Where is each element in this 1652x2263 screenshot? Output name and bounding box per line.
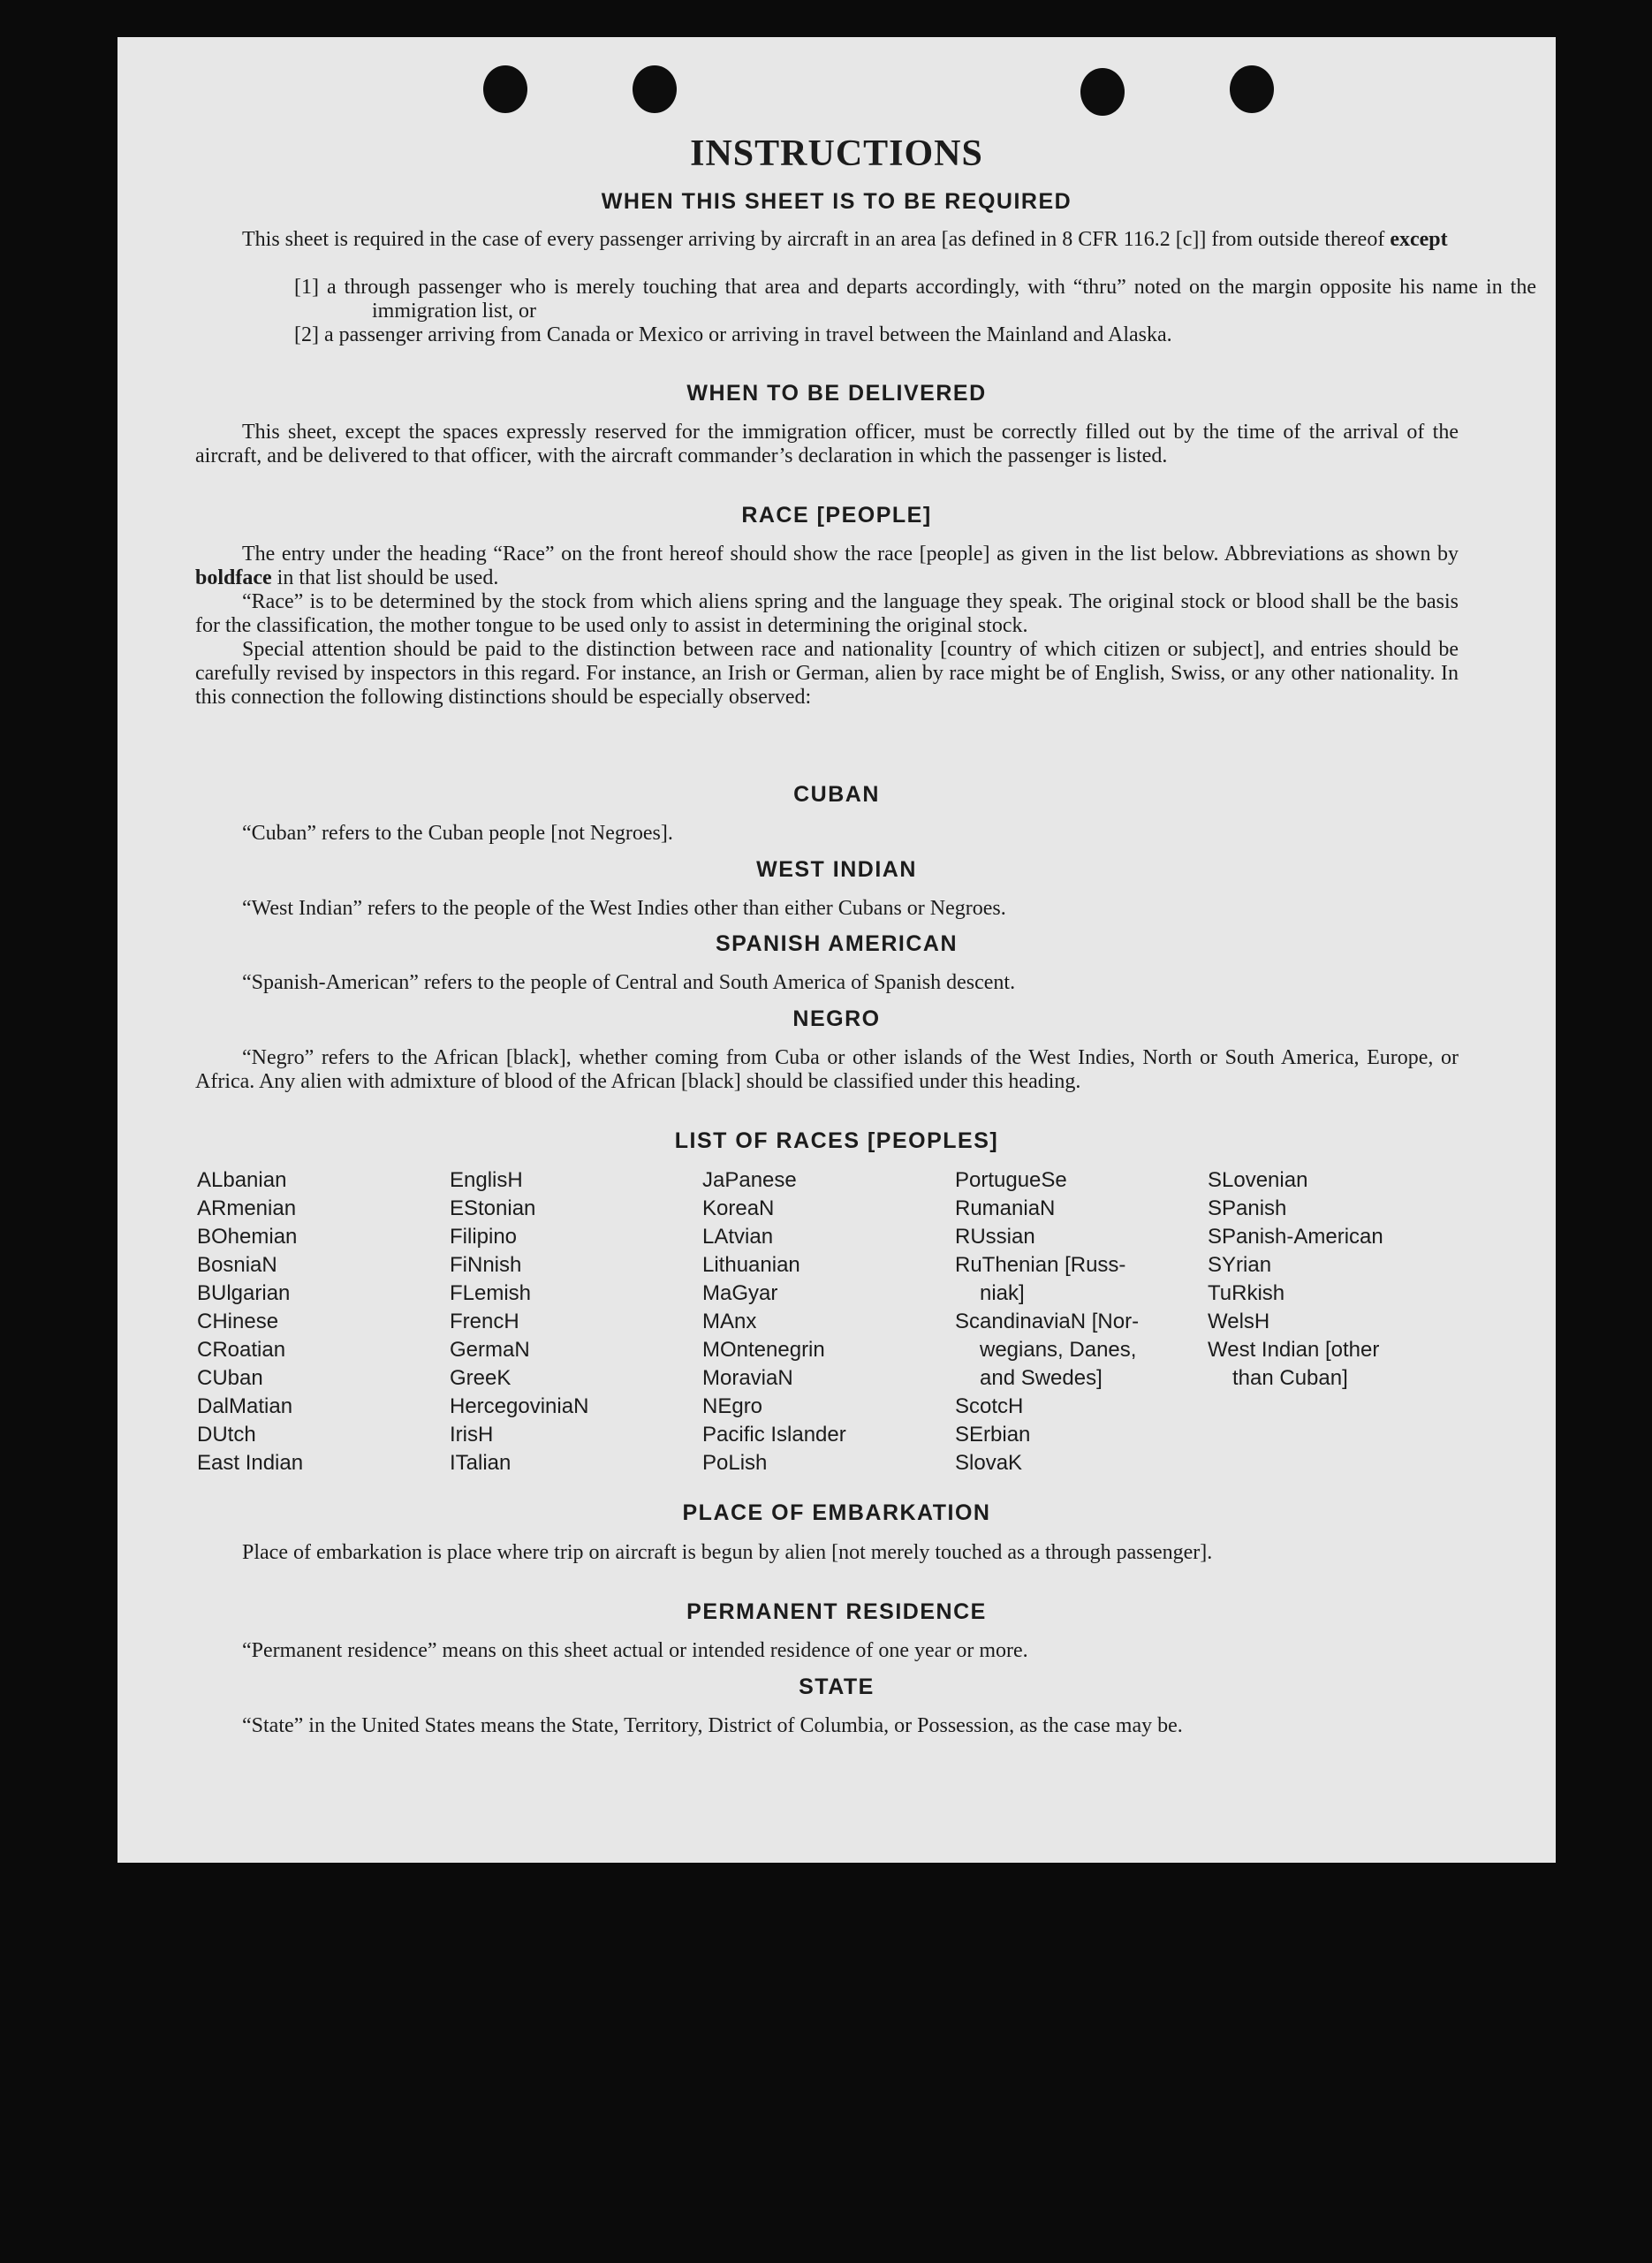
race-p3: Special attention should be paid to the distinction between race and nationality [country of which citizen or subject], and entries should be carefully revised by inspectors in this regard. For instance, an Irish or German, alien by race might be of English, Swiss, or any other nationality. In this connection the following distinctions should be especially observed:	[195, 638, 1459, 709]
races-column-2	[450, 1166, 697, 1477]
race-item: ALbanian	[197, 1168, 287, 1192]
race-item: EnglisH	[450, 1168, 523, 1192]
race-item: CRoatian	[197, 1338, 286, 1362]
cuban-text: “Cuban” refers to the Cuban people [not Negroes].	[242, 822, 673, 845]
race-item: BUlgarian	[197, 1281, 291, 1305]
race-item: JaPanese	[702, 1168, 797, 1192]
race-item: WelsH	[1208, 1310, 1270, 1333]
races-column-4	[955, 1166, 1202, 1477]
race-item: BosniaN	[197, 1253, 277, 1277]
race-item: ScandinaviaN [Nor-	[955, 1310, 1140, 1333]
punch-hole	[1080, 68, 1125, 116]
race-item: DUtch	[197, 1423, 256, 1447]
race-item: ScotcH	[955, 1394, 1024, 1418]
race-item: Filipino	[450, 1225, 518, 1249]
punch-hole	[483, 65, 527, 113]
race-item: GermaN	[450, 1338, 530, 1362]
race-item: FrencH	[450, 1310, 519, 1333]
except-item-2: [2] a passenger arriving from Canada or Mexico or arriving in travel between the Mainland and Alaska.	[294, 323, 1172, 346]
state-text: “State” in the United States means the State, Territory, District of Columbia, or Possession, as the case may be.	[242, 1714, 1183, 1737]
section-heading-spanish-american: SPANISH AMERICAN	[715, 931, 958, 956]
race-item: PoLish	[702, 1451, 768, 1475]
race-item: CUban	[197, 1366, 263, 1390]
race-item: CHinese	[197, 1310, 279, 1333]
negro-text: “Negro” refers to the African [black], whether coming from Cuba or other islands of the West Indies, North or South America, Europe, or Africa. Any alien with admixture of blood of the African [black] should be classified under this heading.	[195, 1046, 1459, 1093]
race-item: MOntenegrin	[702, 1338, 825, 1362]
race-item: RuThenian [Russ-	[955, 1253, 1126, 1277]
race-item: FLemish	[450, 1281, 532, 1305]
race-item: TuRkish	[1208, 1281, 1285, 1305]
embarkation-text: Place of embarkation is place where trip on aircraft is begun by alien [not merely touched as a through passenger].	[242, 1541, 1213, 1564]
race-p2: “Race” is to be determined by the stock from which aliens spring and the language they speak. The original stock or blood shall be the basis for the classification, the mother tongue to be used only to assist in determining the original stock.	[195, 590, 1459, 637]
race-item: Pacific Islander	[702, 1423, 846, 1447]
race-item: PortugueSe	[955, 1168, 1067, 1192]
except-label: except	[1390, 228, 1448, 251]
race-item: FiNnish	[450, 1253, 522, 1277]
race-item: HercegoviniaN	[450, 1394, 589, 1418]
race-item: SPanish-American	[1208, 1225, 1383, 1249]
race-p1-after: in that list should be used.	[277, 566, 499, 589]
race-p1-bold: boldface	[195, 566, 272, 589]
page-title: INSTRUCTIONS	[690, 133, 983, 174]
section-heading-delivered: WHEN TO BE DELIVERED	[686, 381, 987, 406]
section-heading-race: RACE [PEOPLE]	[741, 503, 932, 528]
race-item: SlovaK	[955, 1451, 1023, 1475]
race-item: wegians, Danes,	[980, 1338, 1137, 1362]
race-item: MoraviaN	[702, 1366, 793, 1390]
race-item: SErbian	[955, 1423, 1031, 1447]
race-item: KoreaN	[702, 1196, 775, 1220]
race-item: LAtvian	[702, 1225, 774, 1249]
residence-paragraph	[195, 1639, 1459, 1663]
race-item: than Cuban]	[1232, 1366, 1348, 1390]
delivered-text: This sheet, except the spaces expressly reserved for the immigration officer, must be correctly filled out by the time of the arrival of the aircraft, and be delivered to that officer, with the aircraft commander’s declaration in which the passenger is listed.	[195, 421, 1459, 467]
race-item: ITalian	[450, 1451, 512, 1475]
race-item: ARmenian	[197, 1196, 297, 1220]
spanish-american-paragraph	[195, 971, 1459, 995]
section-heading-cuban: CUBAN	[793, 782, 880, 807]
delivered-paragraph	[195, 421, 1459, 468]
residence-text: “Permanent residence” means on this sheet actual or intended residence of one year or more.	[242, 1639, 1028, 1662]
race-item: East Indian	[197, 1451, 304, 1475]
races-list	[197, 1166, 1522, 1485]
state-paragraph	[195, 1714, 1459, 1738]
races-column-5	[1208, 1166, 1455, 1393]
punch-hole	[633, 65, 677, 113]
section-heading-negro: NEGRO	[792, 1006, 881, 1031]
race-item: SLovenian	[1208, 1168, 1308, 1192]
race-item: niak]	[980, 1281, 1025, 1305]
race-item: SPanish	[1208, 1196, 1287, 1220]
race-item: RUssian	[955, 1225, 1035, 1249]
punch-hole	[1230, 65, 1274, 113]
required-intro-text: This sheet is required in the case of every passenger arriving by aircraft in an area [as defined in 8 CFR 116.2 [c]] from outside thereof	[242, 228, 1385, 251]
embarkation-paragraph	[195, 1541, 1459, 1565]
section-heading-list-of-races: LIST OF RACES [PEOPLES]	[674, 1128, 999, 1153]
required-intro	[195, 228, 1459, 252]
race-item: RumaniaN	[955, 1196, 1056, 1220]
section-heading-west-indian: WEST INDIAN	[756, 857, 917, 882]
cuban-paragraph	[195, 822, 1459, 846]
except-item-1: [1] a through passenger who is merely touching that area and departs accordingly, with “thru” noted on the margin opposite his name in the immigration list, or	[294, 276, 1536, 323]
race-item: and Swedes]	[980, 1366, 1103, 1390]
west-indian-text: “West Indian” refers to the people of the West Indies other than either Cubans or Negroes.	[242, 897, 1006, 920]
race-item: MAnx	[702, 1310, 757, 1333]
race-item: West Indian [other	[1208, 1338, 1380, 1362]
race-item: SYrian	[1208, 1253, 1272, 1277]
race-item: GreeK	[450, 1366, 512, 1390]
race-item: DalMatian	[197, 1394, 293, 1418]
section-heading-embarkation: PLACE OF EMBARKATION	[682, 1500, 991, 1525]
race-paragraphs	[195, 543, 1459, 710]
document-sheet	[117, 37, 1556, 1863]
west-indian-paragraph	[195, 897, 1459, 921]
spanish-american-text: “Spanish-American” refers to the people of Central and South America of Spanish descent.	[242, 971, 1016, 994]
races-column-3	[702, 1166, 950, 1477]
race-item: Lithuanian	[702, 1253, 800, 1277]
race-p1-before: The entry under the heading “Race” on the front hereof should show the race [people] as given in the list below. Abbreviations as shown by	[242, 543, 1459, 566]
section-heading-required: WHEN THIS SHEET IS TO BE REQUIRED	[601, 189, 1072, 214]
races-column-1	[197, 1166, 444, 1477]
race-item: BOhemian	[197, 1225, 298, 1249]
race-item: EStonian	[450, 1196, 536, 1220]
race-item: NEgro	[702, 1394, 763, 1418]
race-item: IrisH	[450, 1423, 494, 1447]
negro-paragraph	[195, 1046, 1459, 1094]
race-item: MaGyar	[702, 1281, 778, 1305]
section-heading-residence: PERMANENT RESIDENCE	[686, 1599, 987, 1624]
section-heading-state: STATE	[799, 1674, 875, 1699]
